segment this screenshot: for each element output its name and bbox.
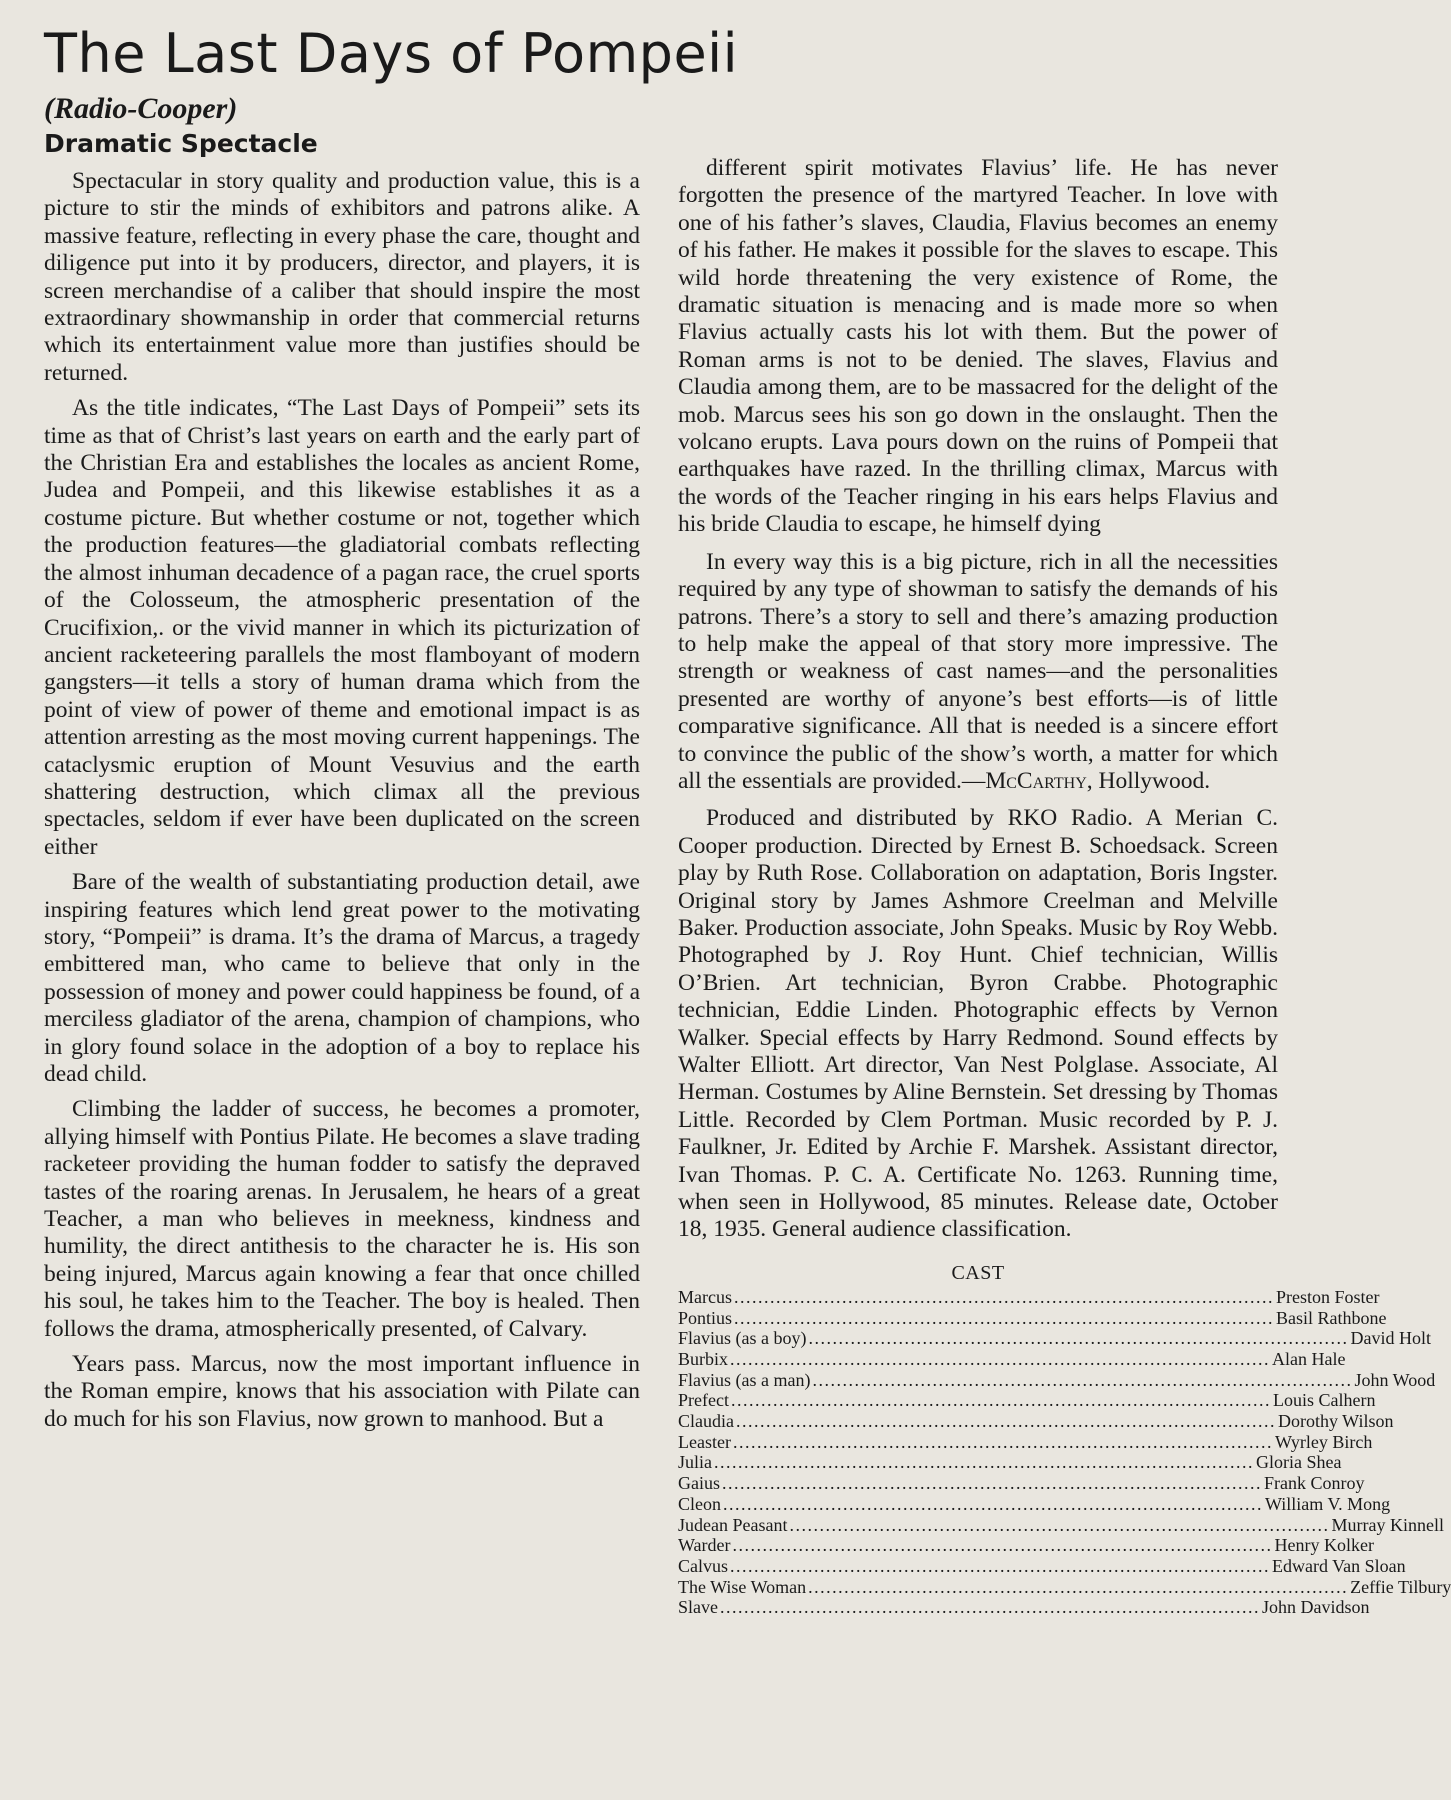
cast-role: Flavius (as a boy) xyxy=(678,1328,807,1349)
cast-row xyxy=(678,1535,1374,1556)
cast-role: Warder xyxy=(678,1535,731,1556)
review-paragraph: As the title indicates, “The Last Days of Pompeii” sets its time as that of Christ’s last years on earth and the early part of the Christian Era and establishes the locales as ancient Rome, Judea and Pompeii, and this likewise establishes it as a costume picture. But whether costume or not, together which the production features—the gladiatorial combats reflecting the almost inhuman decadence of a pagan race, the cruel sports of the Colosseum, the atmospheric presentation of the Crucifixion,. or the vivid manner in which its picturization of ancient racketeering parallels the most flamboyant of modern gangsters—it tells a story of human drama which from the point of view of power of theme and emotional impact is as attention arresting as the most moving current happenings. The cataclysmic eruption of Mount Vesuvius and the earth shattering destruction, which climax all the previous spectacles, seldom if ever have been duplicated on the screen either xyxy=(44,395,640,860)
cast-actor: Louis Calhern xyxy=(1272,1390,1376,1411)
cast-actor: Henry Kolker xyxy=(1274,1535,1374,1556)
cast-role: Calvus xyxy=(678,1555,729,1576)
cast-row xyxy=(678,1369,1436,1391)
leader-dots: .......................................................................................... xyxy=(734,1307,1275,1328)
leader-dots: .......................................................................................... xyxy=(736,1411,1276,1432)
leader-dots: .......................................................................................... xyxy=(730,1555,1271,1576)
cast-actor: Zeffie Tilbury xyxy=(1350,1576,1451,1597)
review-paragraph: Years pass. Marcus, now the most important influence in the Roman empire, knows that his association with Pilate can do much for his son Flavius, now grown to manhood. But a xyxy=(44,1351,640,1432)
leader-dots: .......................................................................................... xyxy=(722,1473,1262,1494)
cast-actor: William V. Mong xyxy=(1265,1493,1391,1514)
cast-actor: Alan Hale xyxy=(1272,1348,1346,1369)
studio-name: (Radio-Cooper) xyxy=(44,92,238,125)
production-credits: Produced and distributed by RKO Radio. A Merian C. Cooper production. Directed by Ernest B. Schoedsack. Screen play by Ruth Rose. Collaboration on adaptation, Boris Ingster. Original story by James Ashmore Creelman and Melville Baker. Production associate, John Speaks. Music by Roy Webb. Photographed by J. Roy Hunt. Chief technician, Willis O’Brien. Art technician, Byron Crabbe. Photographic technician, Eddie Linden. Photographic effects by Vernon Walker. Special effects by Harry Redmond. Sound effects by Walter Elliott. Art director, Van Nest Polglase. Associate, Al Herman. Costumes by Aline Bernstein. Set dressing by Thomas Little. Recorded by Clem Portman. Music recorded by P. J. Faulkner, Jr. Edited by Archie F. Marshek. Assistant director, Ivan Thomas. P. C. A. Certificate No. 1263. Running time, when seen in Hollywood, 85 minutes. Release date, October 18, 1935. General audience classification. xyxy=(678,805,1278,1243)
cast-role: Pontius xyxy=(678,1307,733,1328)
cast-row xyxy=(678,1286,1380,1308)
cast-role: Marcus xyxy=(678,1286,732,1307)
cast-row xyxy=(678,1307,1387,1329)
cast-row xyxy=(678,1328,1431,1349)
leader-dots: .......................................................................................... xyxy=(808,1328,1349,1349)
right-column xyxy=(678,155,1451,1618)
cast-role: Judean Peasant xyxy=(678,1514,788,1535)
leader-dots: .......................................................................................... xyxy=(720,1597,1260,1618)
cast-row xyxy=(678,1348,1346,1370)
cast-actor: Wyrley Birch xyxy=(1274,1431,1373,1452)
leader-dots: .......................................................................................... xyxy=(733,1286,1274,1307)
cast-actor: John Wood xyxy=(1354,1369,1436,1390)
review-paragraph: Climbing the ladder of success, he becomes a promoter, allying himself with Pontius Pilate. He becomes a slave trading racketeer providing the human fodder to satisfy the depraved tastes of the roaring arenas. In Jerusalem, he hears of a great Teacher, a man who believes in meekness, kindness and humility, the direct antithesis to the character he is. His son being injured, Marcus again knowing a fear that once chilled his soul, he takes him to the Teacher. The boy is healed. Then follows the drama, atmospherically presented, of Calvary. xyxy=(44,1096,640,1342)
cast-row xyxy=(678,1493,1391,1515)
review-paragraph: Spectacular in story quality and production value, this is a picture to stir the minds of exhibitors and patrons alike. A massive feature, reflecting in every phase the care, thought and diligence put into it by producers, director, and players, it is screen merchandise of a caliber that should inspire the most extraordinary showmanship in order that commercial returns which its entertainment value more than justifies should be returned. xyxy=(44,168,640,386)
byline-place: , Hollywood. xyxy=(1086,767,1211,794)
cast-role: Leaster xyxy=(678,1431,731,1452)
leader-dots: .......................................................................................... xyxy=(723,1493,1263,1514)
cast-row xyxy=(678,1473,1365,1494)
leader-dots: .......................................................................................... xyxy=(714,1452,1254,1473)
leader-dots: .......................................................................................... xyxy=(789,1514,1330,1535)
byline-name: McCarthy xyxy=(985,767,1087,794)
cast-role: Cleon xyxy=(678,1493,721,1514)
cast-row xyxy=(678,1452,1342,1473)
cast-role: The Wise Woman xyxy=(678,1576,807,1597)
leader-dots: .......................................................................................... xyxy=(732,1431,1273,1452)
cast-row xyxy=(678,1555,1406,1577)
cast-row xyxy=(678,1411,1394,1432)
leader-dots: .......................................................................................... xyxy=(808,1576,1349,1597)
cast-actor: Murray Kinnell xyxy=(1331,1514,1444,1535)
leader-dots: .......................................................................................... xyxy=(732,1535,1273,1556)
cast-actor: David Holt xyxy=(1350,1328,1431,1349)
cast-row xyxy=(678,1514,1444,1536)
cast-role: Julia xyxy=(678,1452,712,1473)
cast-row xyxy=(678,1597,1370,1618)
leader-dots: .......................................................................................... xyxy=(812,1369,1353,1390)
cast-actor: Preston Foster xyxy=(1275,1286,1380,1307)
cast-heading: CAST xyxy=(951,1261,1005,1284)
cast-row xyxy=(678,1431,1373,1453)
cast-role: Burbix xyxy=(678,1348,729,1369)
review-paragraph: different spirit motivates Flavius’ life. He has never forgotten the presence of the martyred Teacher. In love with one of his father’s slaves, Claudia, Flavius becomes an enemy of his father. He makes it possible for the slaves to escape. This wild horde threatening the very existence of Rome, the dramatic situation is menacing and is made more so when Flavius actually casts his lot with them. But the power of Roman arms is not to be denied. The slaves, Flavius and Claudia among them, are to be massacred for the delight of the mob. Marcus sees his son go down in the onslaught. Then the volcano erupts. Lava pours down on the ruins of Pompeii that earthquakes have razed. In the thrilling climax, Marcus with the words of the Teacher ringing in his ears helps Flavius and his bride Claudia to escape, he himself dying xyxy=(678,155,1278,538)
cast-role: Flavius (as a man) xyxy=(678,1369,811,1390)
cast-row xyxy=(678,1576,1451,1598)
review-paragraph: Bare of the wealth of substantiating production detail, awe inspiring features which lend great power to the motivating story, “Pompeii” is drama. It’s the drama of Marcus, a tragedy embittered man, who came to believe that only in the possession of money and power could happiness be found, of a merciless gladiator of the arena, champion of champions, who in glory found solace in the adoption of a boy to replace his dead child. xyxy=(44,869,640,1087)
leader-dots: .......................................................................................... xyxy=(730,1390,1271,1411)
cast-actor: Basil Rathbone xyxy=(1276,1307,1387,1328)
cast-actor: John Davidson xyxy=(1262,1597,1370,1618)
cast-actor: Dorothy Wilson xyxy=(1278,1411,1394,1432)
closing-text: In every way this is a big picture, rich in all the necessities required by any type of showman to satisfy the demands of his patrons. There’s a story to sell and there’s amazing production to help make the appeal of that story more impressive. The strength or weakness of cast names—and the personalities presented are worthy of anyone’s best efforts—is of little comparative significance. All that is needed is a sincere effort to convince the public of the show’s worth, a matter for which all the essentials are provided.— xyxy=(678,548,1278,794)
cast-list xyxy=(678,1286,1451,1618)
cast-row xyxy=(678,1390,1376,1411)
leader-dots: .......................................................................................... xyxy=(730,1348,1271,1369)
review-title: The Last Days of Pompeii xyxy=(44,22,739,85)
cast-role: Claudia xyxy=(678,1411,734,1432)
cast-actor: Frank Conroy xyxy=(1264,1473,1365,1494)
genre-label: Dramatic Spectacle xyxy=(44,129,318,158)
cast-role: Gaius xyxy=(678,1473,720,1494)
cast-actor: Gloria Shea xyxy=(1256,1452,1342,1473)
cast-actor: Edward Van Sloan xyxy=(1272,1555,1406,1576)
review-paragraph-closing xyxy=(678,549,1278,796)
cast-role: Slave xyxy=(678,1597,718,1618)
left-column xyxy=(44,168,640,1441)
cast-role: Prefect xyxy=(678,1390,729,1411)
